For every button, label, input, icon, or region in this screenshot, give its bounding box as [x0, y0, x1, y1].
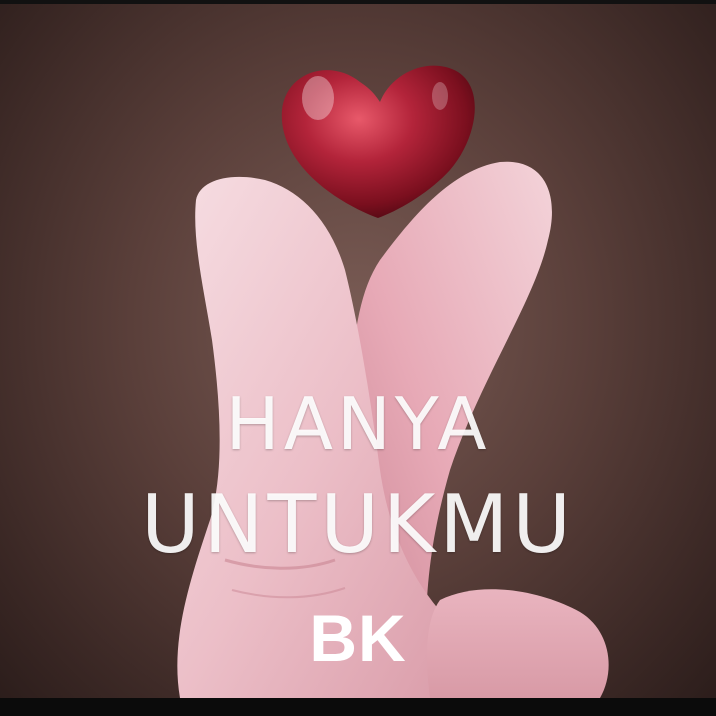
signature-initials: BK	[309, 601, 407, 675]
top-border	[0, 0, 716, 4]
caption-line-2: UNTUKMU	[141, 478, 575, 571]
bottom-border	[0, 698, 716, 716]
caption-line-1: HANYA	[225, 382, 491, 466]
